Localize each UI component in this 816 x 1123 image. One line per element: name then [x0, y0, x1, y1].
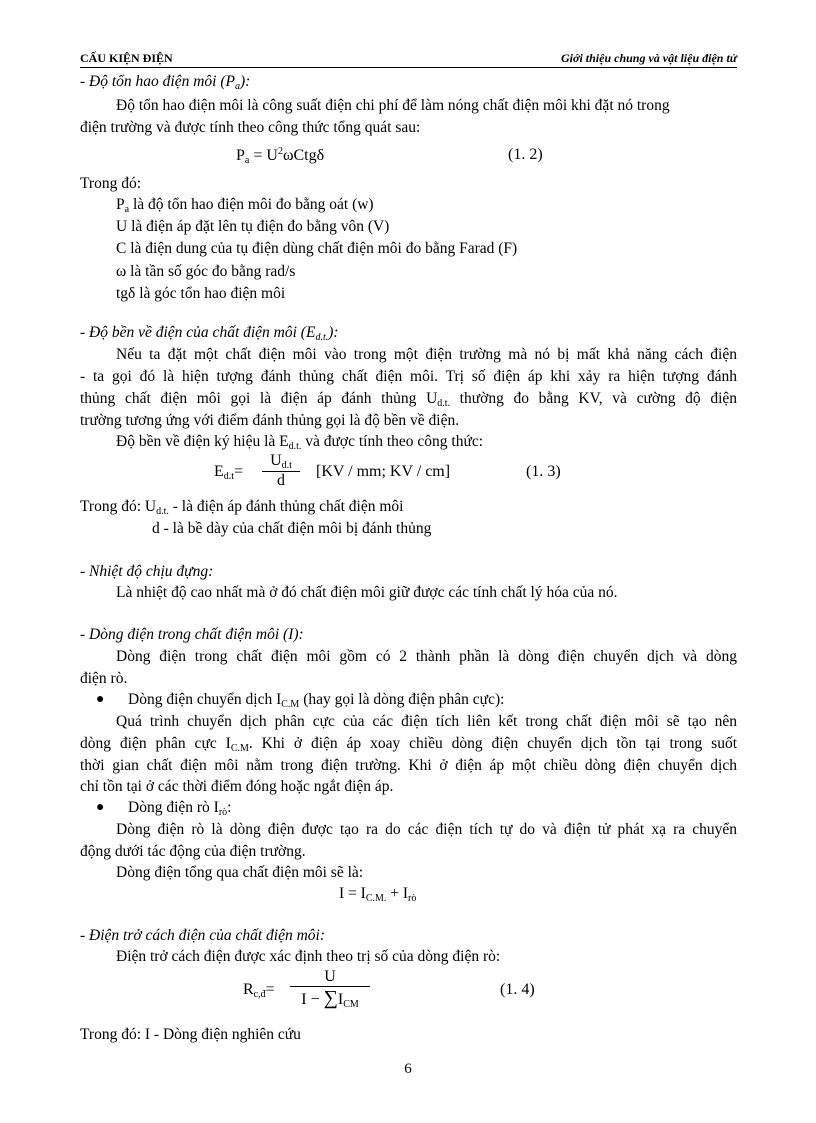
paragraph-line: Dòng điện tổng qua chất điện môi sẽ là:: [116, 864, 364, 881]
where-line: Trong đó: $U_{d.t.}$ - là điện áp đánh thủng chất điện môi: [80, 498, 404, 517]
paragraph-line: động dưới tác động của điện trường.: [80, 843, 306, 860]
paragraph-line: Dòng điện rò là dòng điện được tạo ra do các điện tích tự do và điện tử phát xạ ra chuyển: [116, 821, 737, 838]
paragraph-line: điện trường và được tính theo công thức tổng quát sau:: [80, 119, 421, 136]
section-heading-temperature: - Nhiệt độ chịu đựng:: [80, 563, 214, 580]
section-heading-resistance: - Điện trở cách điện của chất điện môi:: [80, 927, 326, 944]
bullet-dot: ●: [96, 692, 105, 707]
list-item: U là điện áp đặt lên tụ điện đo bằng vôn (V): [116, 218, 390, 235]
formula-total-current: $I = I_{C.M.} + I_{rò}$: [339, 885, 417, 904]
paragraph-line: Độ bền về điện ký hiệu là $E_{d.t.}$ và được tính theo công thức:: [116, 433, 484, 452]
paragraph-line: Độ tổn hao điện môi là công suất điện chi phí để làm nóng chất điện môi khi đặt nó trong: [116, 97, 670, 114]
list-item: $P_a$ là độ tổn hao điện môi đo bằng oát (w): [116, 196, 374, 215]
paragraph-line: thời gian chất điện môi nằm trong điện trường. Khi ở điện áp một chiều dòng điện chuyển dịch: [80, 757, 737, 774]
formula-unit: [KV / mm; KV / cm]: [316, 463, 451, 480]
bullet-dot: ●: [96, 800, 105, 815]
formula-1-4-fraction: [290, 968, 370, 1010]
formula-1-2: $P_a = U^2\omega Ctg\delta$: [236, 146, 325, 166]
formula-1-3-fraction: [262, 452, 300, 490]
fraction-denominator: $I - \sum I_{CM}$: [301, 987, 359, 1010]
header-left: CẤU KIỆN ĐIỆN: [80, 51, 173, 65]
formula-number: (1. 2): [508, 146, 543, 163]
page-header: [80, 51, 737, 68]
paragraph-line: Quá trình chuyển dịch phân cực của các điện tích liên kết trong chất điện môi sẽ tạo nên: [116, 713, 737, 730]
bullet-item: Dòng điện chuyển dịch $I_{C.M}$ (hay gọi là dòng điện phân cực):: [128, 691, 505, 710]
paragraph-line: trường tương ứng với điểm đánh thủng gọi là độ bền về điện.: [80, 412, 460, 429]
header-right: Giới thiệu chung và vật liệu điện tử: [561, 51, 737, 65]
paragraph-line: thủng chất điện môi gọi là điện áp đánh thủng $U_{d.t.}$ thường đo bằng KV, và cường độ điện: [80, 390, 738, 409]
paragraph-line: Nếu ta đặt một chất điện môi vào trong một điện trường mà nó bị mất khả năng cách điện: [116, 346, 737, 363]
list-item: tgδ là góc tổn hao điện môi: [116, 285, 286, 302]
list-item: ω là tần số góc đo bằng rad/s: [116, 263, 296, 280]
list-item: C là điện dung của tụ điện dùng chất điện môi đo bằng Farad (F): [116, 240, 518, 257]
bullet-item: Dòng điện rò $I_{rò}$:: [128, 799, 232, 818]
paragraph-line: Là nhiệt độ cao nhất mà ở đó chất điện môi giữ được các tính chất lý hóa của nó.: [116, 584, 618, 601]
formula-number: (1. 4): [500, 981, 535, 998]
paragraph-line: dòng điện phân cực $I_{C.M}$. Khi ở điện áp xoay chiều dòng điện chuyển dịch tồn tại trong suốt: [80, 735, 738, 754]
formula-1-4-lhs: $R_{c,đ}=$: [243, 981, 275, 1000]
paragraph-line: chỉ tồn tại ở các thời điểm đóng hoặc ngắt điện áp.: [80, 778, 394, 795]
paragraph-line: điện rò.: [80, 670, 128, 687]
where-label: Trong đó:: [80, 175, 142, 192]
where-line: Trong đó: I - Dòng điện nghiên cứu: [80, 1026, 301, 1043]
paragraph-line: Dòng điện trong chất điện môi gồm có 2 thành phần là dòng điện chuyển dịch và dòng: [116, 648, 737, 665]
formula-number: (1. 3): [526, 463, 561, 480]
paragraph-line: - ta gọi đó là hiện tượng đánh thủng chất điện môi. Trị số điện áp khi xảy ra hiện tượng đánh: [80, 368, 737, 385]
section-heading-loss: - Độ tổn hao điện môi $(P_a)$:: [80, 73, 251, 92]
fraction-denominator: d: [277, 472, 285, 489]
section-heading-strength: - Độ bền về điện của chất điện môi $(E_{d.t.})$:: [80, 324, 339, 343]
page-number: 6: [404, 1061, 412, 1077]
fraction-numerator: U: [290, 968, 370, 987]
where-line: d - là bề dày của chất điện môi bị đánh thủng: [152, 520, 432, 537]
formula-1-3-lhs: $E_{d.t}=$: [214, 463, 244, 482]
fraction-numerator: $U_{d.t}$: [262, 452, 300, 472]
section-heading-current: - Dòng điện trong chất điện môi (I):: [80, 626, 304, 643]
paragraph-line: Điện trở cách điện được xác định theo trị số của dòng điện rò:: [116, 948, 501, 965]
